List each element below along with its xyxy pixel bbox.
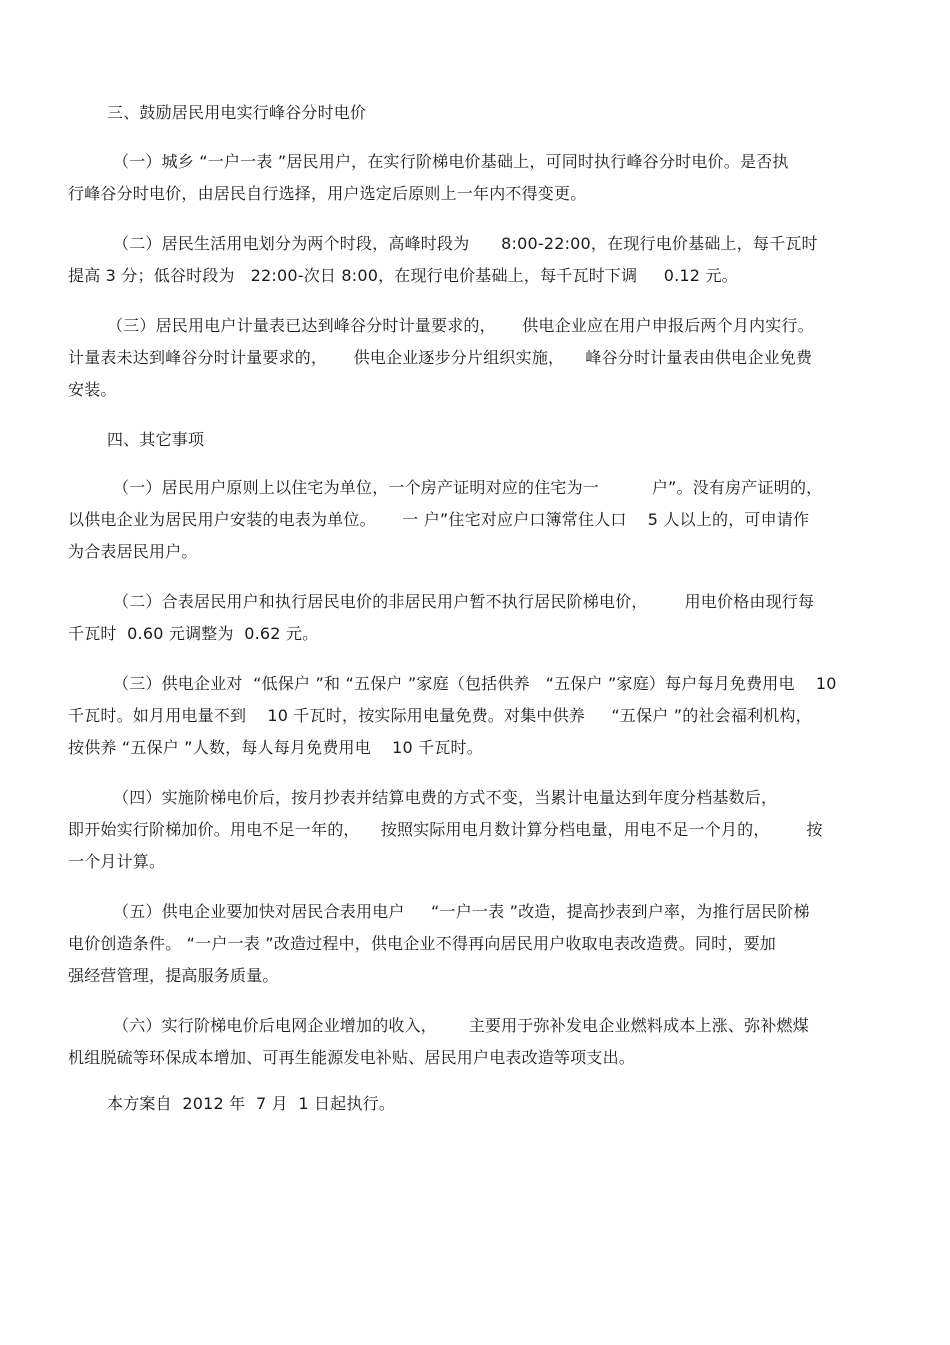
section-3-item-1-line-2: 行峰谷分时电价，由居民自行选择，用户选定后原则上一年内不得变更。 (68, 184, 587, 203)
section-4-item-1-line-3: 为合表居民用户。 (68, 542, 198, 561)
section-3-item-2-line-1: （二）居民生活用电划分为两个时段，高峰时段为 8:00-22:00，在现行电价基础上，每千瓦时 (113, 234, 818, 253)
section-3-item-2-line-2: 提高 3 分；低谷时段为 22:00-次日 8:00，在现行电价基础上，每千瓦时下调 0.12 元。 (68, 266, 738, 285)
section-4-item-5-line-3: 强经营管理，提高服务质量。 (68, 966, 279, 985)
section-4-item-4-line-1: （四）实施阶梯电价后，按月抄表并结算电费的方式不变，当累计电量达到年度分档基数后， (113, 788, 778, 807)
section-3-item-3-line-2: 计量表未达到峰谷分时计量要求的， 供电企业逐步分片组织实施， 峰谷分时计量表由供电企业免费 (68, 348, 813, 367)
section-4-item-3-line-1: （三）供电企业对 “低保户 ”和 “五保户 ”家庭（包括供养 “五保户 ”家庭）每户每月免费用电 10 (113, 674, 837, 693)
section-3-item-3-line-1: （三）居民用电户计量表已达到峰谷分时计量要求的， 供电企业应在用户申报后两个月内实行。 (107, 316, 814, 335)
section-4-item-3-line-3: 按供养 “五保户 ”人数，每人每月免费用电 10 千瓦时。 (68, 738, 483, 757)
section-3-item-1-line-1: （一）城乡 “一户一表 ”居民用户，在实行阶梯电价基础上，可同时执行峰谷分时电价。是否执 (113, 152, 789, 171)
section-3-heading: 三、鼓励居民用电实行峰谷分时电价 (107, 103, 367, 122)
section-3-item-3-line-3: 安装。 (68, 380, 117, 399)
section-4-item-3-line-2: 千瓦时。如月用电量不到 10 千瓦时，按实际用电量免费。对集中供养 “五保户 ”的社会福利机构， (68, 706, 812, 725)
section-4-item-5-line-2: 电价创造条件。 “一户一表 ”改造过程中，供电企业不得再向居民用户收取电表改造费。同时，要加 (68, 934, 776, 953)
section-4-item-2-line-1: （二）合表居民用户和执行居民电价的非居民用户暂不执行居民阶梯电价， 用电价格由现行每 (113, 592, 815, 611)
section-4-item-4-line-3: 一个月计算。 (68, 852, 166, 871)
section-4-item-6-line-1: （六）实行阶梯电价后电网企业增加的收入， 主要用于弥补发电企业燃料成本上涨、弥补燃煤 (113, 1016, 809, 1035)
section-4-item-6-line-2: 机组脱硫等环保成本增加、可再生能源发电补贴、居民用户电表改造等项支出。 (68, 1048, 636, 1067)
section-4-item-4-line-2: 即开始实行阶梯加价。用电不足一年的， 按照实际用电月数计算分档电量，用电不足一个月的， 按 (68, 820, 823, 839)
section-4-item-1-line-2: 以供电企业为居民用户安装的电表为单位。 一 户”住宅对应户口簿常住人口 5 人以上的，可申请作 (68, 510, 810, 529)
section-4-item-2-line-2: 千瓦时 0.60 元调整为 0.62 元。 (68, 624, 319, 643)
section-4-item-1-line-1: （一）居民用户原则上以住宅为单位，一个房产证明对应的住宅为一 户”。没有房产证明的， (113, 478, 823, 497)
closing-line: 本方案自 2012 年 7 月 1 日起执行。 (107, 1094, 396, 1113)
section-4-item-5-line-1: （五）供电企业要加快对居民合表用电户 “一户一表 ”改造，提高抄表到户率，为推行居民阶梯 (113, 902, 810, 921)
section-4-heading: 四、其它事项 (107, 430, 205, 449)
